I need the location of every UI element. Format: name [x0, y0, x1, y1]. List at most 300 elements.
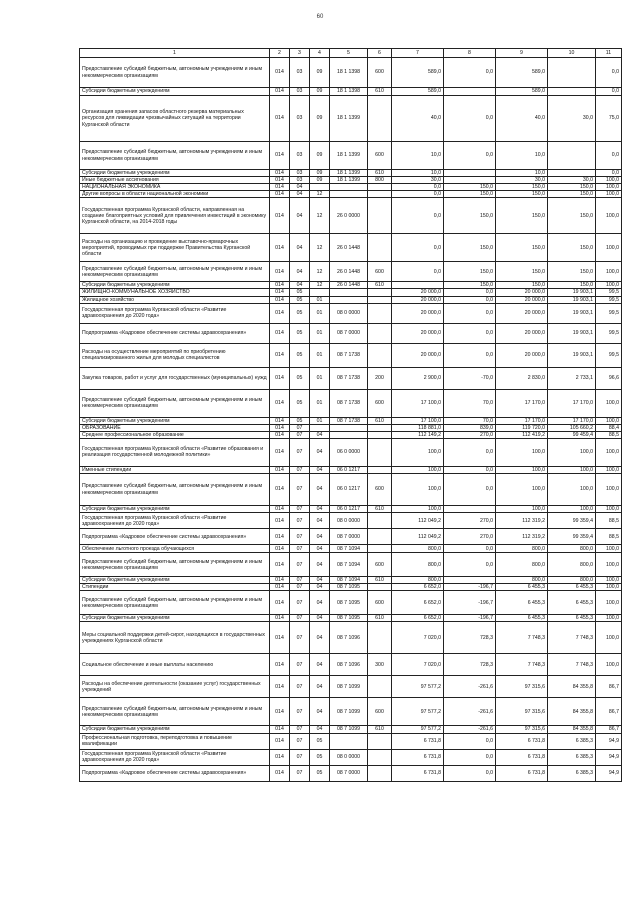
- table-cell: 88,4: [596, 424, 622, 431]
- table-cell: [310, 184, 330, 191]
- table-cell: 05: [290, 417, 310, 424]
- table-cell: 119 720,0: [496, 424, 548, 431]
- row-label: Субсидии бюджетным учреждениям: [80, 577, 270, 584]
- table-cell: -261,6: [444, 726, 496, 733]
- table-cell: 100,0: [496, 438, 548, 466]
- table-cell: [368, 545, 392, 553]
- table-cell: 88,5: [596, 513, 622, 529]
- table-cell: 6 652,0: [392, 591, 444, 615]
- table-cell: 17 170,0: [496, 417, 548, 424]
- table-cell: 150,0: [496, 184, 548, 191]
- table-row: [80, 96, 622, 142]
- table-cell: 04: [310, 506, 330, 513]
- row-label: Подпрограмма «Кадровое обеспечение системы здравоохранения»: [80, 529, 270, 545]
- row-label: Жилищное хозяйство: [80, 296, 270, 303]
- table-cell: 610: [368, 170, 392, 177]
- table-cell: 014: [270, 513, 290, 529]
- table-cell: 100,0: [596, 417, 622, 424]
- table-cell: 04: [310, 545, 330, 553]
- table-cell: 0,0: [444, 96, 496, 142]
- table-cell: 100,0: [596, 184, 622, 191]
- table-cell: 20 000,0: [496, 303, 548, 323]
- table-cell: 014: [270, 184, 290, 191]
- table-cell: 014: [270, 615, 290, 622]
- table-cell: 014: [270, 417, 290, 424]
- table-cell: 96,6: [596, 367, 622, 389]
- table-cell: 20 000,0: [392, 303, 444, 323]
- table-cell: 70,0: [444, 417, 496, 424]
- table-cell: 014: [270, 584, 290, 591]
- table-cell: 05: [290, 296, 310, 303]
- table-cell: 05: [290, 367, 310, 389]
- row-label: Стипендии: [80, 584, 270, 591]
- table-cell: 06 0 1217: [330, 474, 368, 506]
- table-cell: 728,3: [444, 622, 496, 654]
- table-cell: 04: [310, 577, 330, 584]
- table-cell: 07: [290, 553, 310, 577]
- table-cell: 610: [368, 577, 392, 584]
- table-cell: -261,6: [444, 676, 496, 698]
- table-cell: 800,0: [548, 577, 596, 584]
- table-cell: 07: [290, 506, 310, 513]
- table-cell: [444, 170, 496, 177]
- table-cell: 07: [290, 726, 310, 733]
- row-label: Субсидии бюджетным учреждениям: [80, 417, 270, 424]
- table-cell: 0,0: [444, 545, 496, 553]
- column-header: 4: [310, 49, 330, 58]
- table-cell: [368, 343, 392, 367]
- table-cell: [368, 529, 392, 545]
- table-row: [80, 417, 622, 424]
- row-label: Подпрограмма «Кадровое обеспечение системы здравоохранения»: [80, 323, 270, 343]
- table-cell: 19 903,1: [548, 323, 596, 343]
- table-row: [80, 431, 622, 438]
- row-label: Субсидии бюджетным учреждениям: [80, 170, 270, 177]
- table-cell: 97 577,2: [392, 726, 444, 733]
- table-row: [80, 553, 622, 577]
- table-cell: 86,7: [596, 676, 622, 698]
- table-cell: [368, 676, 392, 698]
- table-cell: 08 7 1099: [330, 698, 368, 726]
- table-cell: 6 731,8: [392, 749, 444, 765]
- table-cell: 150,0: [444, 234, 496, 262]
- table-cell: 12: [310, 262, 330, 282]
- table-cell: 150,0: [548, 191, 596, 198]
- table-cell: 04: [310, 676, 330, 698]
- table-cell: 100,0: [596, 622, 622, 654]
- table-cell: 014: [270, 765, 290, 781]
- row-label: Другие вопросы в области национальной экономики: [80, 191, 270, 198]
- table-row: [80, 615, 622, 622]
- table-cell: 09: [310, 170, 330, 177]
- table-cell: [330, 296, 368, 303]
- table-cell: 600: [368, 591, 392, 615]
- table-cell: 610: [368, 506, 392, 513]
- row-label: Обеспечение льготного проезда обучающихся: [80, 545, 270, 553]
- row-label: Предоставление субсидий бюджетным, автономным учреждениям и иным некоммерческим организациям: [80, 474, 270, 506]
- table-cell: 014: [270, 438, 290, 466]
- table-row: [80, 765, 622, 781]
- table-row: [80, 726, 622, 733]
- table-cell: 26 0 1448: [330, 262, 368, 282]
- row-label: Предоставление субсидий бюджетным, автономным учреждениям и иным некоммерческим организациям: [80, 698, 270, 726]
- table-cell: 12: [310, 282, 330, 289]
- table-cell: 6 652,0: [392, 615, 444, 622]
- table-row: [80, 749, 622, 765]
- table-row: [80, 622, 622, 654]
- table-cell: 04: [310, 529, 330, 545]
- table-cell: 26 0 1448: [330, 234, 368, 262]
- table-cell: 97 315,6: [496, 726, 548, 733]
- table-cell: -261,6: [444, 698, 496, 726]
- table-cell: 03: [290, 170, 310, 177]
- table-cell: [330, 289, 368, 296]
- column-header: 8: [444, 49, 496, 58]
- table-cell: 014: [270, 591, 290, 615]
- table-cell: 97 315,6: [496, 676, 548, 698]
- table-cell: 08 7 1096: [330, 654, 368, 676]
- table-cell: 7 748,3: [496, 654, 548, 676]
- table-cell: 100,0: [596, 506, 622, 513]
- table-cell: 03: [290, 177, 310, 184]
- table-cell: 100,0: [596, 577, 622, 584]
- table-cell: 01: [310, 417, 330, 424]
- row-label: Расходы на обеспечение деятельности (оказание услуг) государственных учреждений: [80, 676, 270, 698]
- row-label: Меры социальной поддержки детей-сирот, находящихся в государственных учреждениях Курганской области: [80, 622, 270, 654]
- table-cell: 05: [290, 343, 310, 367]
- table-cell: [368, 296, 392, 303]
- table-cell: 04: [310, 726, 330, 733]
- row-label: Предоставление субсидий бюджетным, автономным учреждениям и иным некоммерческим организациям: [80, 389, 270, 417]
- column-header: 3: [290, 49, 310, 58]
- table-row: [80, 545, 622, 553]
- table-cell: 08 7 1738: [330, 417, 368, 424]
- table-cell: 10,0: [392, 170, 444, 177]
- table-cell: 08 7 1094: [330, 553, 368, 577]
- table-cell: 05: [290, 323, 310, 343]
- table-cell: 100,0: [596, 545, 622, 553]
- table-cell: 300: [368, 654, 392, 676]
- table-cell: 07: [290, 474, 310, 506]
- table-cell: 99 359,4: [548, 513, 596, 529]
- table-cell: [548, 170, 596, 177]
- table-cell: 20 000,0: [496, 343, 548, 367]
- table-cell: 105 660,2: [548, 424, 596, 431]
- table-cell: 07: [290, 424, 310, 431]
- table-cell: 100,0: [596, 438, 622, 466]
- table-cell: 014: [270, 343, 290, 367]
- table-cell: 0,0: [444, 323, 496, 343]
- table-cell: 150,0: [444, 282, 496, 289]
- table-cell: 07: [290, 577, 310, 584]
- table-cell: 0,0: [444, 296, 496, 303]
- row-label: Субсидии бюджетным учреждениям: [80, 506, 270, 513]
- table-cell: 18 1 1399: [330, 177, 368, 184]
- row-label: Субсидии бюджетным учреждениям: [80, 615, 270, 622]
- table-cell: 03: [290, 58, 310, 88]
- table-row: [80, 438, 622, 466]
- table-cell: 728,3: [444, 654, 496, 676]
- table-cell: [368, 184, 392, 191]
- table-cell: 04: [310, 698, 330, 726]
- table-cell: 04: [310, 622, 330, 654]
- table-cell: 04: [310, 654, 330, 676]
- row-label: Субсидии бюджетным учреждениям: [80, 282, 270, 289]
- table-cell: [368, 733, 392, 749]
- table-cell: 01: [310, 367, 330, 389]
- table-cell: [368, 234, 392, 262]
- table-cell: [368, 96, 392, 142]
- table-cell: 6 455,3: [548, 584, 596, 591]
- table-cell: 014: [270, 466, 290, 473]
- table-cell: 600: [368, 142, 392, 170]
- table-cell: 07: [290, 438, 310, 466]
- table-cell: 0,0: [444, 58, 496, 88]
- row-label: Предоставление субсидий бюджетным, автономным учреждениям и иным некоммерческим организациям: [80, 262, 270, 282]
- table-cell: [548, 58, 596, 88]
- table-cell: 100,0: [596, 191, 622, 198]
- table-cell: 600: [368, 553, 392, 577]
- table-cell: [368, 431, 392, 438]
- table-cell: 800,0: [548, 545, 596, 553]
- table-cell: -196,7: [444, 591, 496, 615]
- table-cell: 014: [270, 676, 290, 698]
- table-cell: 014: [270, 367, 290, 389]
- table-cell: 97 577,2: [392, 698, 444, 726]
- table-row: [80, 343, 622, 367]
- table-cell: 610: [368, 726, 392, 733]
- table-cell: [330, 191, 368, 198]
- table-cell: 88,5: [596, 431, 622, 438]
- table-cell: 04: [290, 282, 310, 289]
- table-cell: 100,0: [596, 615, 622, 622]
- table-cell: 014: [270, 553, 290, 577]
- table-cell: 10,0: [392, 142, 444, 170]
- table-cell: 0,0: [444, 466, 496, 473]
- table-cell: 07: [290, 676, 310, 698]
- row-label: Предоставление субсидий бюджетным, автономным учреждениям и иным некоммерческим организациям: [80, 142, 270, 170]
- table-cell: 100,0: [496, 466, 548, 473]
- page-number: 60: [316, 14, 324, 20]
- table-cell: 610: [368, 282, 392, 289]
- table-row: [80, 142, 622, 170]
- table-cell: 04: [310, 438, 330, 466]
- table-cell: [548, 142, 596, 170]
- table-cell: 014: [270, 474, 290, 506]
- table-cell: 04: [290, 191, 310, 198]
- table-cell: 800,0: [392, 545, 444, 553]
- table-row: [80, 506, 622, 513]
- table-cell: 112 049,2: [392, 529, 444, 545]
- table-cell: 30,0: [496, 177, 548, 184]
- table-header-row: [80, 49, 622, 58]
- table-cell: 100,0: [596, 282, 622, 289]
- table-cell: 6 731,8: [496, 765, 548, 781]
- table-row: [80, 58, 622, 88]
- table-cell: 6 385,3: [548, 749, 596, 765]
- table-cell: 6 731,8: [496, 733, 548, 749]
- table-cell: -70,0: [444, 367, 496, 389]
- table-cell: 07: [290, 622, 310, 654]
- table-cell: 014: [270, 262, 290, 282]
- table-cell: 01: [310, 296, 330, 303]
- table-cell: 10,0: [496, 170, 548, 177]
- table-cell: 18 1 1399: [330, 96, 368, 142]
- table-cell: 014: [270, 431, 290, 438]
- table-cell: 0,0: [444, 733, 496, 749]
- table-cell: 6 455,3: [548, 615, 596, 622]
- table-cell: 150,0: [496, 198, 548, 234]
- table-cell: 800,0: [496, 553, 548, 577]
- table-cell: -196,7: [444, 615, 496, 622]
- table-cell: 014: [270, 282, 290, 289]
- table-cell: 150,0: [496, 282, 548, 289]
- table-cell: 014: [270, 424, 290, 431]
- column-header: 6: [368, 49, 392, 58]
- table-cell: 04: [310, 584, 330, 591]
- table-cell: 7 748,3: [496, 622, 548, 654]
- table-cell: 6 385,3: [548, 733, 596, 749]
- table-cell: 12: [310, 234, 330, 262]
- table-cell: 014: [270, 389, 290, 417]
- table-cell: 20 000,0: [392, 343, 444, 367]
- table-cell: 84 355,8: [548, 676, 596, 698]
- table-cell: 07: [290, 591, 310, 615]
- table-cell: 0,0: [392, 234, 444, 262]
- table-cell: 0,0: [444, 553, 496, 577]
- table-cell: 0,0: [444, 749, 496, 765]
- table-cell: 12: [310, 198, 330, 234]
- table-cell: 014: [270, 622, 290, 654]
- table-cell: 014: [270, 198, 290, 234]
- table-cell: 08 0 0000: [330, 749, 368, 765]
- table-cell: 150,0: [444, 198, 496, 234]
- table-cell: 150,0: [496, 191, 548, 198]
- table-cell: 0,0: [444, 343, 496, 367]
- table-cell: 112 049,2: [392, 513, 444, 529]
- table-cell: 09: [310, 58, 330, 88]
- table-cell: 014: [270, 323, 290, 343]
- table-cell: [330, 431, 368, 438]
- table-cell: 112 149,2: [392, 431, 444, 438]
- table-cell: 07: [290, 765, 310, 781]
- table-cell: 03: [290, 96, 310, 142]
- table-cell: 0,0: [444, 303, 496, 323]
- table-cell: 20 000,0: [496, 289, 548, 296]
- table-row: [80, 733, 622, 749]
- table-cell: 014: [270, 698, 290, 726]
- table-cell: 07: [290, 466, 310, 473]
- table-row: [80, 296, 622, 303]
- table-cell: 100,0: [392, 474, 444, 506]
- table-cell: 014: [270, 726, 290, 733]
- table-cell: 18 1 1399: [330, 142, 368, 170]
- table-cell: 19 903,1: [548, 289, 596, 296]
- table-row: [80, 191, 622, 198]
- table-row: [80, 367, 622, 389]
- table-cell: 800,0: [392, 553, 444, 577]
- table-cell: 800,0: [548, 553, 596, 577]
- table-cell: 99,5: [596, 303, 622, 323]
- row-label: Предоставление субсидий бюджетным, автономным учреждениям и иным некоммерческим организациям: [80, 591, 270, 615]
- table-cell: 100,0: [596, 474, 622, 506]
- table-cell: 014: [270, 88, 290, 96]
- table-row: [80, 654, 622, 676]
- table-cell: 70,0: [444, 389, 496, 417]
- table-cell: [368, 191, 392, 198]
- table-cell: 112 319,2: [496, 513, 548, 529]
- row-label: Среднее профессиональное образование: [80, 431, 270, 438]
- table-cell: 800,0: [496, 577, 548, 584]
- table-cell: 100,0: [596, 466, 622, 473]
- table-cell: 10,0: [496, 142, 548, 170]
- table-cell: 0,0: [444, 474, 496, 506]
- table-cell: 17 170,0: [496, 389, 548, 417]
- table-cell: [368, 513, 392, 529]
- table-row: [80, 282, 622, 289]
- table-cell: 150,0: [496, 234, 548, 262]
- table-cell: 6 455,3: [496, 615, 548, 622]
- column-header: 10: [548, 49, 596, 58]
- table-cell: 84 355,8: [548, 726, 596, 733]
- table-cell: 014: [270, 303, 290, 323]
- row-label: НАЦИОНАЛЬНАЯ ЭКОНОМИКА: [80, 184, 270, 191]
- table-cell: 150,0: [444, 191, 496, 198]
- table-cell: 7 020,0: [392, 654, 444, 676]
- table-cell: [310, 424, 330, 431]
- table-cell: [392, 282, 444, 289]
- table-cell: 17 100,0: [392, 389, 444, 417]
- table-cell: 100,0: [392, 438, 444, 466]
- table-cell: 100,0: [596, 389, 622, 417]
- table-cell: 100,0: [596, 234, 622, 262]
- table-cell: 04: [310, 466, 330, 473]
- table-cell: [444, 506, 496, 513]
- table-row: [80, 513, 622, 529]
- table-cell: 014: [270, 577, 290, 584]
- column-header: 5: [330, 49, 368, 58]
- table-cell: 20 000,0: [392, 296, 444, 303]
- table-cell: 0,0: [444, 289, 496, 296]
- table-cell: 6 731,8: [392, 733, 444, 749]
- table-cell: 200: [368, 367, 392, 389]
- table-cell: [368, 584, 392, 591]
- row-label: Государственная программа Курганской области, направленная на создание благоприятных условий для привлечения инвестиций в экономику Курганской области, на 2014-2018 годы: [80, 198, 270, 234]
- row-label: Субсидии бюджетным учреждениям: [80, 726, 270, 733]
- table-cell: 150,0: [548, 234, 596, 262]
- table-cell: 100,0: [548, 438, 596, 466]
- table-cell: 30,0: [548, 96, 596, 142]
- table-cell: 014: [270, 733, 290, 749]
- table-cell: 08 7 1738: [330, 389, 368, 417]
- table-cell: 150,0: [496, 262, 548, 282]
- table-cell: [444, 88, 496, 96]
- table-cell: 6 385,3: [548, 765, 596, 781]
- table-cell: 6 731,8: [496, 749, 548, 765]
- table-row: [80, 591, 622, 615]
- table-cell: 26 0 0000: [330, 198, 368, 234]
- budget-table: [79, 48, 622, 782]
- table-cell: [368, 438, 392, 466]
- table-cell: 01: [310, 323, 330, 343]
- table-cell: 07: [290, 584, 310, 591]
- table-cell: [548, 88, 596, 96]
- table-cell: -196,7: [444, 584, 496, 591]
- table-cell: 05: [310, 749, 330, 765]
- table-cell: 600: [368, 58, 392, 88]
- row-label: Субсидии бюджетным учреждениям: [80, 88, 270, 96]
- table-cell: 09: [310, 142, 330, 170]
